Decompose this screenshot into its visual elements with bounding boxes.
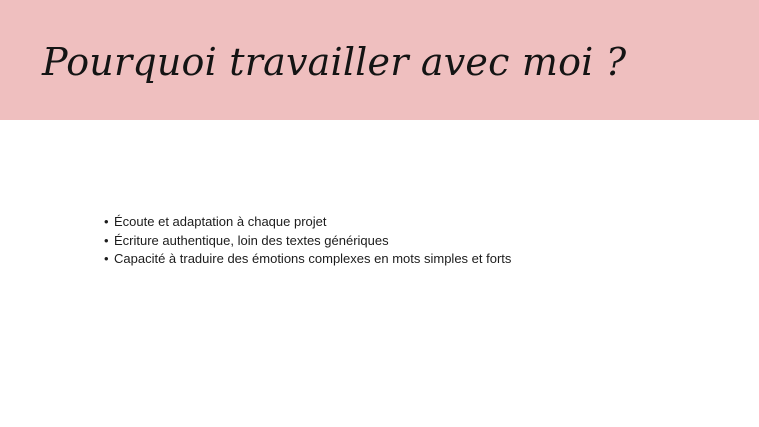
list-item-text: Écriture authentique, loin des textes génériques — [114, 232, 389, 248]
bullet-dot-icon: • — [104, 232, 109, 248]
list-item — [104, 250, 512, 269]
list-item — [104, 213, 511, 232]
bullet-dot-icon: • — [104, 214, 109, 229]
list-item-text: Capacité à traduire des émotions complexes en mots simples et forts — [114, 251, 512, 266]
slide-title: Pourquoi travailler avec moi ? — [42, 40, 627, 84]
list-item-text: Écoute et adaptation à chaque projet — [114, 214, 327, 229]
bullet-list — [104, 213, 512, 269]
title-banner — [0, 0, 759, 120]
list-item — [104, 232, 511, 251]
bullet-dot-icon: • — [104, 251, 109, 266]
